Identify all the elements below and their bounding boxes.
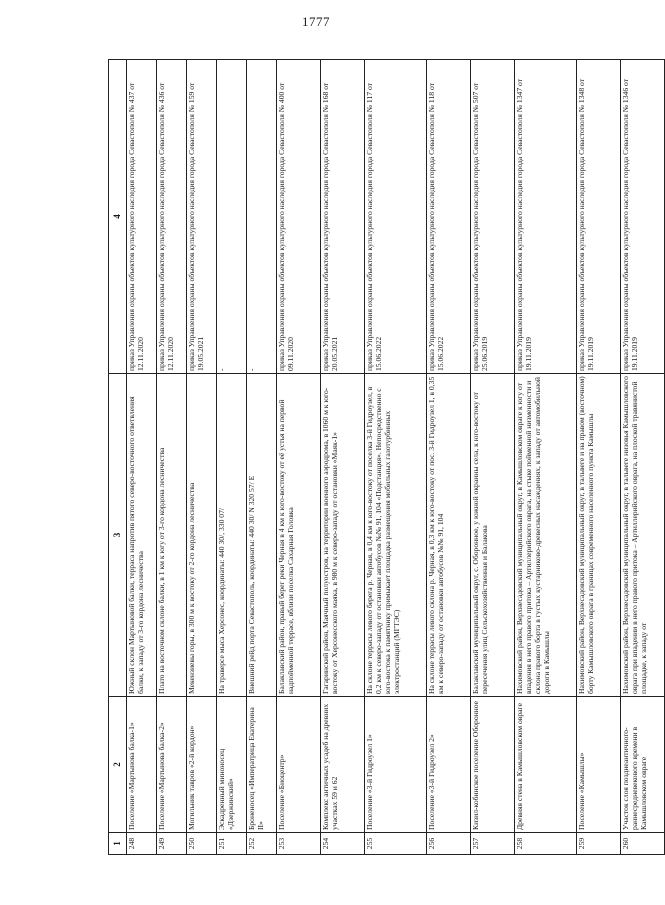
location-cell: Южный склон Мартыновой балки, терраса напротив пятого северо-восточного ответвления балки, к западу от 3-го кордона лесничества bbox=[127, 374, 157, 697]
location-cell: На траверсе мыса Херсонес, координаты: 440 30/, 330 07/ bbox=[217, 374, 247, 697]
document-cell: приказ Управления охраны объектов культурного наследия города Севастополя № 159 от 19.05.2021 bbox=[187, 60, 217, 374]
document-cell: - bbox=[247, 60, 277, 374]
row-number-cell: 259 bbox=[577, 833, 621, 855]
object-name-cell: Поселение «3-й Гидроузел 2» bbox=[427, 697, 471, 833]
table-row bbox=[427, 60, 471, 855]
object-name-cell: Поселение «Мартынова балка-2» bbox=[157, 697, 187, 833]
table-header-row bbox=[109, 60, 127, 855]
document-cell: приказ Управления охраны объектов культурного наследия города Севастополя № 117 от 15.06.2022 bbox=[365, 60, 427, 374]
page-number: 1777 bbox=[302, 14, 330, 29]
header-col-2: 2 bbox=[109, 697, 127, 833]
document-cell: приказ Управления охраны объектов культурного наследия города Севастополя № 1347 от 19.11.2019 bbox=[515, 60, 577, 374]
row-number-cell: 258 bbox=[515, 833, 577, 855]
row-number-cell: 252 bbox=[247, 833, 277, 855]
row-number-cell: 254 bbox=[321, 833, 365, 855]
location-cell: Балаклавский район, правый берег реки Черная в 4 км к юго-востоку от её устья на первой надпойменной террасе, вблизи поселка Сахарная Головка bbox=[277, 374, 321, 697]
table-body bbox=[127, 60, 665, 855]
location-cell: Балаклавский муниципальный округ, с. Оборонное, у южной окраины села, к юго-востоку от пересечения улиц Сельскохозяйственная и Балакова bbox=[471, 374, 515, 697]
table-row bbox=[621, 60, 665, 855]
document-cell: приказ Управления охраны объектов культурного наследия города Севастополя № 168 от 20.05.2021 bbox=[321, 60, 365, 374]
document-cell: приказ Управления охраны объектов культурного наследия города Севастополя № 437 от 12.11.2020 bbox=[127, 60, 157, 374]
table-row bbox=[321, 60, 365, 855]
location-cell: Плато на восточном склоне балки, в 1 км к югу от 3-го кордона лесничества bbox=[157, 374, 187, 697]
row-number-cell: 260 bbox=[621, 833, 665, 855]
table-row bbox=[217, 60, 247, 855]
header-col-3: 3 bbox=[109, 374, 127, 697]
table-row bbox=[187, 60, 217, 855]
document-cell: приказ Управления охраны объектов культурного наследия города Севастополя № 436 от 12.11.2020 bbox=[157, 60, 187, 374]
table-row bbox=[365, 60, 427, 855]
location-cell: Внешний рейд порта Севастополь, координаты: 440 30/ N 320 57/ E bbox=[247, 374, 277, 697]
object-name-cell: Поселение «Мартынова балка-1» bbox=[127, 697, 157, 833]
location-cell: Нахимовский район, Верхнесадовский муниципальный округ, в тальвеге и на правом (восточном) борту Камышловского оврага в границах современного населенного пункта Камышлы bbox=[577, 374, 621, 697]
row-number-cell: 249 bbox=[157, 833, 187, 855]
header-col-4: 4 bbox=[109, 60, 127, 374]
table-row bbox=[157, 60, 187, 855]
document-cell: - bbox=[217, 60, 247, 374]
object-name-cell: Древняя стена в Камышловском овраге bbox=[515, 697, 577, 833]
row-number-cell: 256 bbox=[427, 833, 471, 855]
rotated-table-container bbox=[108, 60, 648, 855]
row-number-cell: 248 bbox=[127, 833, 157, 855]
object-name-cell: Участок слоя позднеантичного-раннесредневекового времени в Камышловском овраге bbox=[621, 697, 665, 833]
document-cell: приказ Управления охраны объектов культурного наследия города Севастополя № 1348 от 19.11.2019 bbox=[577, 60, 621, 374]
row-number-cell: 250 bbox=[187, 833, 217, 855]
object-name-cell: Могильник тавров «2-й кордон» bbox=[187, 697, 217, 833]
table-row bbox=[127, 60, 157, 855]
document-cell: приказ Управления охраны объектов культурного наследия города Севастополя № 400 от 09.11.2020 bbox=[277, 60, 321, 374]
object-name-cell: Комплекс античных усадеб на древних участках 59 и 62 bbox=[321, 697, 365, 833]
document-cell: приказ Управления охраны объектов культурного наследия города Севастополя № 1346 от 19.11.2019 bbox=[621, 60, 665, 374]
table-row bbox=[277, 60, 321, 855]
location-cell: На склоне террасы левого берега р. Черная, в 0,4 км к юго-востоку от поселка 3-й Гидроузел, в 0,2 км к северо-западу от остановки автобусов №№ 91, 104 «Подстанция». Непосредственно с юго-востока к памятнику примыкает площадка размещения мобильных газотурбинных электростанций (МГТЭС) bbox=[365, 374, 427, 697]
row-number-cell: 257 bbox=[471, 833, 515, 855]
location-cell: Нахимовский район, Верхнесадовский муниципальный округ, в Камышловском овраге к югу от впадения в него правого притока – Артиллерийского оврага, на стыке пойменной низменности и склона правого борта в густых кустарниково-древесных насаждениях, к западу от автомобильной дороги в Камышлы bbox=[515, 374, 577, 697]
object-name-cell: Эскадренный миноносец «Дзержинский» bbox=[217, 697, 247, 833]
table-row bbox=[577, 60, 621, 855]
location-cell: На склоне террасы левого склона р. Черная, в 0,3 км к юго-востоку от пос. 3-й Гидроузел 1, в 0,35 км к северо-западу от остановки автобусов №№ 91, 104 bbox=[427, 374, 471, 697]
table-row bbox=[247, 60, 277, 855]
row-number-cell: 251 bbox=[217, 833, 247, 855]
object-name-cell: Поселение «Биоцентр» bbox=[277, 697, 321, 833]
table-row bbox=[471, 60, 515, 855]
location-cell: Гагаринский район, Маячный полуостров, на территории военного аэродрома, в 1060 м к юго-востоку от Херсонесского маяка, в 980 м к северо-западу от остановки «Маяк-1» bbox=[321, 374, 365, 697]
table-row bbox=[515, 60, 577, 855]
header-col-1: 1 bbox=[109, 833, 127, 855]
row-number-cell: 255 bbox=[365, 833, 427, 855]
document-cell: приказ Управления охраны объектов культурного наследия города Севастополя № 118 от 15.06.2022 bbox=[427, 60, 471, 374]
monuments-table bbox=[108, 59, 665, 855]
object-name-cell: Кизил-кобинское поселение Оборонное bbox=[471, 697, 515, 833]
object-name-cell: Броненосец «Императрица Екатерина II» bbox=[247, 697, 277, 833]
location-cell: Нахимовский район, Верхнесадовский муниципальный округ, в тальвеге низовья Камышловского оврага при впадении в него правого притока – Артиллерийского оврага, на плоской травянистой площадке, к западу от bbox=[621, 374, 665, 697]
object-name-cell: Поселение «3-й Гидроузел 1» bbox=[365, 697, 427, 833]
location-cell: Мекензиевы горы, в 300 м к востоку от 2-го кордона лесничества bbox=[187, 374, 217, 697]
document-cell: приказ Управления охраны объектов культурного наследия города Севастополя № 507 от 25.06.2019 bbox=[471, 60, 515, 374]
object-name-cell: Поселение «Камышлы» bbox=[577, 697, 621, 833]
row-number-cell: 253 bbox=[277, 833, 321, 855]
